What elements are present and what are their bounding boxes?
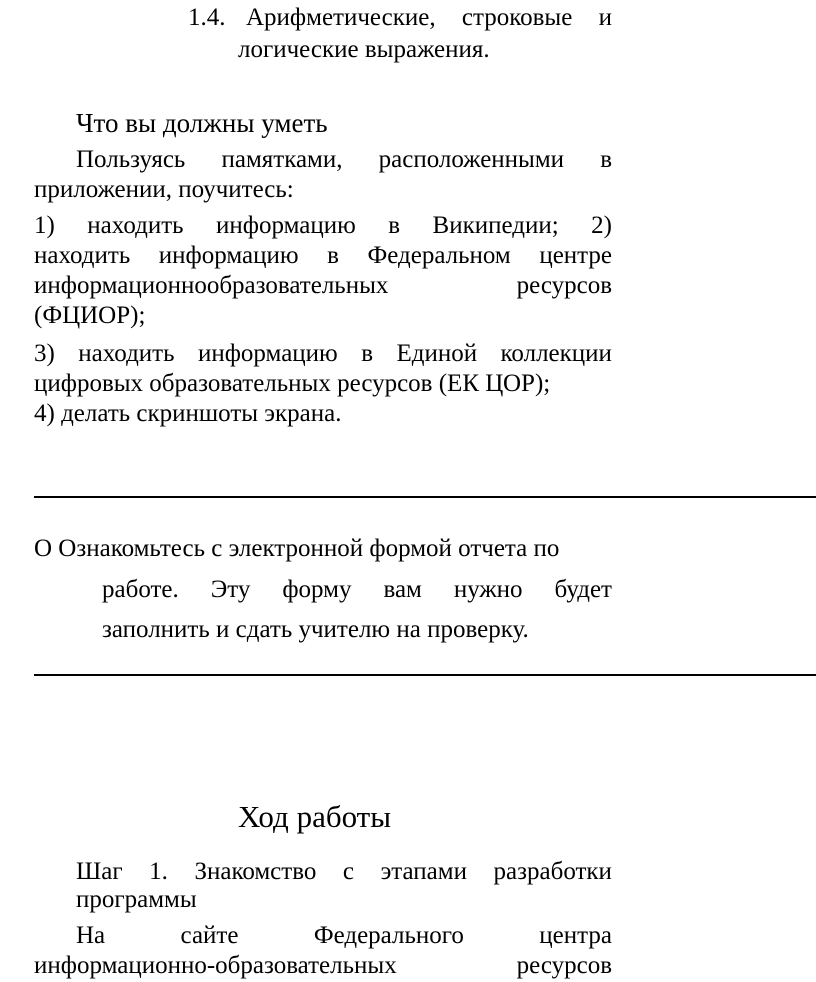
note-line-3: заполнить и сдать учителю на проверку.	[102, 616, 529, 643]
word: в	[327, 242, 339, 269]
word: сайте	[180, 922, 239, 949]
divider-top	[34, 496, 816, 498]
word: ресурсов	[516, 952, 612, 979]
word: нужно	[453, 576, 523, 603]
section-title-line-1	[246, 2, 612, 34]
skills-item34-line-2: цифровых образовательных ресурсов (ЕК ЦОР);	[34, 370, 551, 397]
step1-text-line-1	[76, 920, 612, 952]
word: и	[598, 4, 612, 31]
word: Знакомство	[194, 858, 317, 885]
skills-item34-line-1	[34, 338, 612, 370]
word: ресурсов	[516, 272, 612, 299]
word: Шаг	[76, 858, 123, 885]
step1-line-2: программы	[76, 886, 197, 913]
word: центре	[539, 242, 612, 269]
word: в	[361, 340, 373, 367]
section-number: 1.4.	[188, 4, 226, 31]
word: Федерального	[313, 922, 464, 949]
word: центра	[539, 922, 612, 949]
word: 2)	[591, 212, 612, 239]
skills-item12-line-3	[34, 270, 612, 302]
word: 3)	[34, 340, 55, 367]
step1-text-line-2	[34, 950, 612, 982]
divider-bottom	[34, 674, 816, 676]
word: в	[600, 146, 612, 173]
word: информацию	[216, 212, 356, 239]
word: будет	[554, 576, 612, 603]
word: расположенными	[378, 146, 565, 173]
skills-item12-line-1	[34, 210, 612, 242]
word: форму	[282, 576, 352, 603]
word: Федеральном	[367, 242, 511, 269]
word: Википедии;	[432, 212, 559, 239]
word: коллекции	[500, 340, 612, 367]
word: информационно-образовательных	[34, 952, 397, 979]
word: вам	[383, 576, 422, 603]
word: информационнообразовательных	[34, 272, 389, 299]
word: строковые	[461, 4, 573, 31]
word: памятками,	[221, 146, 343, 173]
section-title-line-2: логические выражения.	[238, 36, 490, 63]
word: 1)	[34, 212, 55, 239]
skills-intro-line-1	[76, 144, 612, 176]
word: Единой	[396, 340, 478, 367]
skills-item12-line-2	[34, 240, 612, 272]
word: находить	[78, 340, 175, 367]
word: находить	[87, 212, 184, 239]
skills-heading: Что вы должны уметь	[76, 108, 328, 138]
word: с	[342, 858, 354, 885]
note-line-2	[102, 574, 612, 606]
workflow-heading: Ход работы	[238, 799, 392, 834]
word: этапами	[380, 858, 467, 885]
word: На	[76, 922, 106, 949]
word: Пользуясь	[76, 146, 186, 173]
word: работе.	[102, 576, 179, 603]
skills-item34-line-3: 4) делать скриншоты экрана.	[34, 400, 342, 427]
word: информацию	[197, 340, 338, 367]
word: в	[388, 212, 401, 239]
word: 1.	[149, 858, 168, 885]
skills-item12-line-4: (ФЦИОР);	[34, 302, 146, 329]
note-line-1: О Ознакомьтесь с электронной формой отчета по	[34, 535, 560, 562]
word: Эту	[210, 576, 251, 603]
skills-intro-line-2: приложении, поучитесь:	[34, 176, 294, 203]
word: разработки	[493, 858, 612, 885]
word: находить	[34, 242, 131, 269]
word: Арифметические,	[246, 4, 436, 31]
word: информацию	[158, 242, 299, 269]
